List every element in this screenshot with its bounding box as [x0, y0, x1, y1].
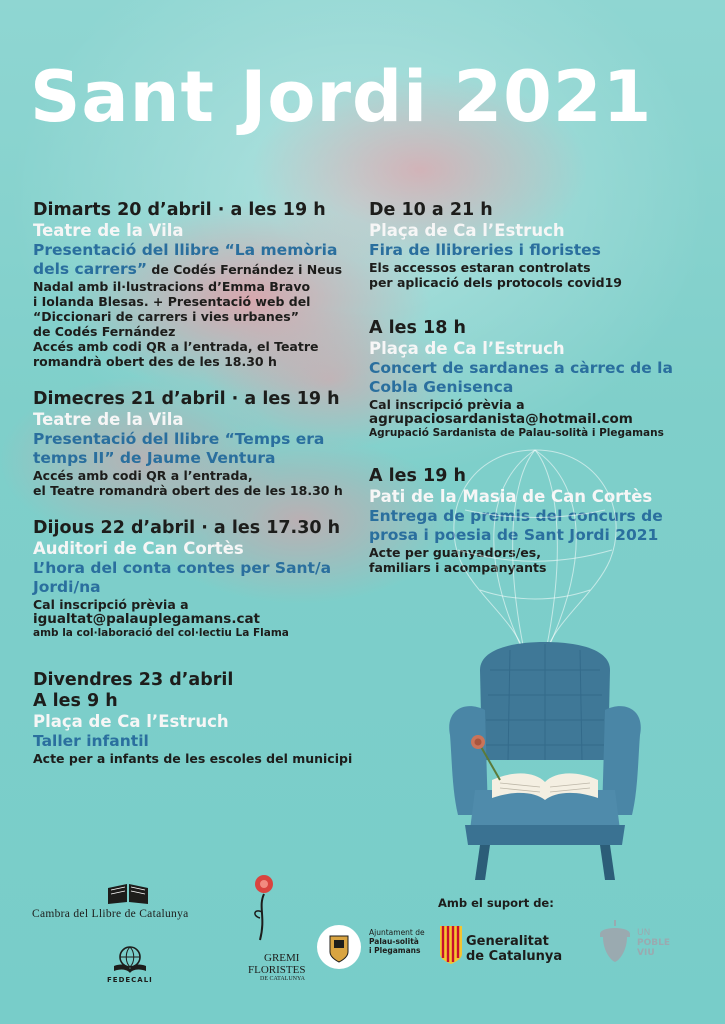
ajuntament-line: i Plegamans [369, 946, 421, 955]
event-title: Concert de sardanes a càrrec de la Cobla Genisenca [369, 359, 673, 396]
acorn-icon [598, 918, 632, 968]
event-sardanes [369, 318, 689, 440]
event-title: L’hora del conta contes per Sant/a Jordi/na [33, 559, 332, 596]
cambra-logo-text: Cambra del Llibre de Catalunya [32, 908, 189, 920]
event-desc-line: “Diccionari de carrers i vies urbanes” [33, 309, 299, 324]
event-time: A les 19 h [369, 466, 466, 486]
event-desc-line: Acte per guanyadors/es, [369, 545, 541, 560]
event-dimarts [33, 200, 363, 369]
support-label: Amb el suport de: [438, 896, 554, 910]
event-desc-line: Accés amb codi QR a l’entrada, el Teatre [33, 339, 319, 354]
event-date: Dimecres 21 d’abril · a les 19 h [33, 389, 340, 409]
ajuntament-shield-icon [316, 924, 362, 974]
event-place: Plaça de Ca l’Estruch [369, 221, 565, 240]
event-title: Entrega de premis del concurs de prosa i poesia de Sant Jordi 2021 [369, 507, 663, 544]
poble-line: VIU [637, 948, 655, 958]
generalitat-flag-icon [440, 926, 462, 968]
event-email[interactable]: igualtat@palauplegamans.cat [33, 611, 261, 627]
event-title: Taller infantil [33, 732, 149, 750]
event-date: Dimarts 20 d’abril · a les 19 h [33, 200, 326, 220]
event-author: de Codés Fernández i Neus [147, 262, 343, 277]
event-dimecres [33, 389, 363, 498]
event-title-text: Presentació del llibre “La memòria dels carrers” [33, 241, 338, 278]
ajuntament-line: Ajuntament de [369, 928, 425, 937]
event-desc-line: de Codés Fernández [33, 324, 176, 339]
event-desc-line: familiars i acompanyants [369, 560, 547, 575]
event-time: A les 18 h [369, 318, 466, 338]
event-place: Teatre de la Vila [33, 221, 184, 240]
event-desc-line: Accés amb codi QR a l’entrada, [33, 468, 253, 483]
globe-book-icon [112, 944, 148, 978]
poster-title: Sant Jordi 2021 [30, 56, 653, 138]
ajuntament-line: Palau-solità [369, 937, 419, 946]
event-desc-line: Els accessos estaran controlats [369, 260, 591, 275]
armchair-illustration [440, 640, 650, 890]
ajuntament-logo-text [369, 928, 425, 955]
event-place: Teatre de la Vila [33, 410, 184, 429]
cambra-book-icon [105, 880, 151, 910]
event-desc-line: romandrà obert des de les 18.30 h [33, 354, 277, 369]
event-organizer: Agrupació Sardanista de Palau-solità i Plegamans [369, 427, 664, 439]
event-dijous [33, 518, 363, 640]
event-place: Auditori de Can Cortès [33, 539, 244, 558]
event-fira [369, 200, 689, 290]
left-column [33, 200, 363, 786]
event-title: Presentació del llibre “Temps era temps II” de Jaume Ventura [33, 430, 325, 467]
event-email[interactable]: agrupaciosardanista@hotmail.com [369, 411, 633, 427]
fedecali-logo-text: FEDECALI [107, 976, 153, 984]
poble-logo-text [637, 928, 670, 958]
event-place: Plaça de Ca l’Estruch [33, 712, 229, 731]
poble-line: POBLE [637, 938, 670, 948]
generalitat-logo-text [466, 934, 562, 964]
event-desc-line: Acte per a infants de les escoles del municipi [33, 751, 353, 766]
event-place: Plaça de Ca l’Estruch [369, 339, 565, 358]
gremi-flower-icon [248, 872, 278, 946]
generalitat-line: Generalitat [466, 934, 549, 949]
event-time: De 10 a 21 h [369, 200, 493, 220]
event-collaboration: amb la col·laboració del col·lectiu La Flama [33, 627, 289, 639]
event-divendres [33, 670, 363, 766]
balloon-illustration [430, 440, 640, 670]
gremi-line: FLORISTES [248, 964, 306, 976]
gremi-logo-text [248, 952, 306, 983]
event-time: A les 9 h [33, 691, 118, 711]
event-date: Divendres 23 d’abril [33, 670, 234, 690]
gremi-line: DE CATALUNYA [260, 976, 306, 982]
event-desc-line: i Iolanda Blesas. + Presentació web del [33, 294, 311, 309]
gremi-line: GREMI [264, 952, 300, 964]
event-desc-line: Cal inscripció prèvia a [369, 397, 525, 412]
event-date: Dijous 22 d’abril · a les 17.30 h [33, 518, 341, 538]
event-desc-line: Nadal amb il·lustracions d’Emma Bravo [33, 279, 311, 294]
event-place: Pati de la Masia de Can Cortès [369, 487, 653, 506]
event-title: Fira de llibreries i floristes [369, 241, 601, 259]
event-desc-line: Cal inscripció prèvia a [33, 597, 189, 612]
poble-line: UN [637, 928, 651, 938]
event-desc-line: per aplicació dels protocols covid19 [369, 275, 622, 290]
event-title [33, 241, 353, 279]
event-desc-line: el Teatre romandrà obert des de les 18.30 h [33, 483, 343, 498]
generalitat-line: de Catalunya [466, 949, 563, 964]
